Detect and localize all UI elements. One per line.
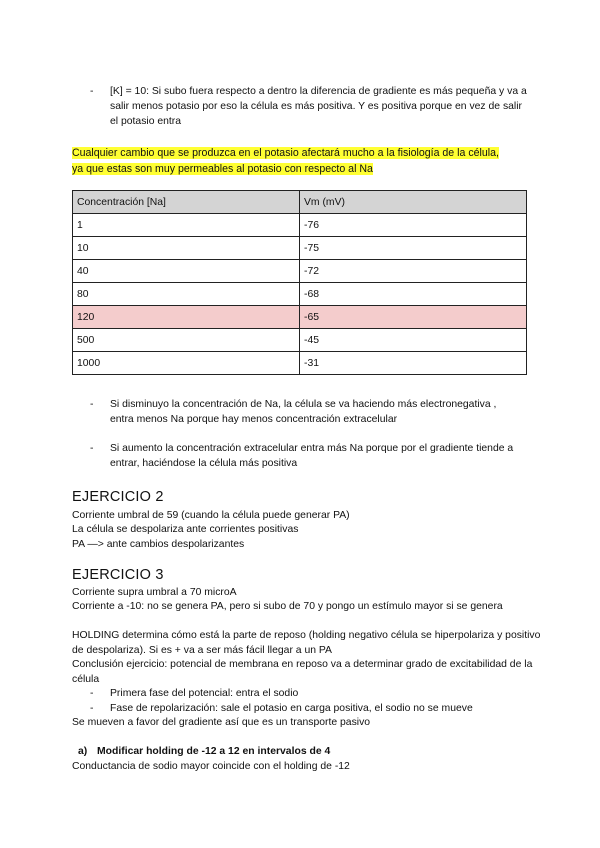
highlight-line-2: ya que estas son muy permeables al potasio con respecto al Na [72, 163, 373, 175]
cell-concentration: 80 [73, 283, 300, 306]
ejercicio2-line: La célula se despolariza ante corrientes positivas [72, 524, 299, 535]
header-concentration: Concentración [Na] [73, 191, 300, 214]
cell-vm: -68 [300, 283, 527, 306]
cell-concentration: 120 [73, 306, 300, 329]
cell-concentration: 10 [73, 237, 300, 260]
table-bullet-1 [90, 397, 520, 427]
cell-concentration: 40 [73, 260, 300, 283]
ejercicio3-line-4: Conclusión ejercicio: potencial de membrana en reposo va a determinar grado de excitabilidad de la célula [72, 659, 533, 685]
table-row [73, 352, 527, 375]
bullet-dash: - [90, 86, 94, 97]
ejercicio2-line: Corriente umbral de 59 (cuando la célula puede generar PA) [72, 510, 350, 521]
table-row [73, 283, 527, 306]
table-bullet-2-text: Si aumento la concentración extracelular entra más Na porque por el gradiente tiende a entrar, haciéndose la célula más positiva [110, 443, 514, 469]
intro-bullet-text: [K] = 10: Si subo fuera respecto a dentro la diferencia de gradiente es más pequeña y va a salir menos potasio por eso la célula es más positiva. Y es positiva porque en vez de salir el potasio entra [110, 86, 527, 127]
ejercicio3-line-2: Corriente a -10: no se genera PA, pero si subo de 70 y pongo un estímulo mayor si se genera [72, 601, 503, 612]
ejercicio3-line-5: Se mueven a favor del gradiente así que es un transporte pasivo [72, 717, 371, 728]
sodium-concentration-table [72, 190, 527, 375]
heading-ejercicio-2: EJERCICIO 2 [72, 489, 164, 505]
table-row [73, 237, 527, 260]
table-bullet-2 [90, 441, 520, 471]
item-a-text: Modificar holding de -12 a 12 en intervalos de 4 [97, 746, 331, 757]
ejercicio3-bullet-2-text: Fase de repolarización: sale el potasio en carga positiva, el sodio no se mueve [110, 703, 473, 714]
bullet-dash: - [90, 399, 94, 410]
ejercicio3-last-line: Conductancia de sodio mayor coincide con el holding de -12 [72, 761, 350, 772]
header-vm: Vm (mV) [300, 191, 527, 214]
cell-vm: -31 [300, 352, 527, 375]
ejercicio3-line-3: HOLDING determina cómo está la parte de reposo (holding negativo célula se hiperpolariza y positivo de despolariza). Si es + va a ser más fácil llegar a un PA [72, 630, 541, 656]
ejercicio3-bullet-1-text: Primera fase del potencial: entra el sodio [110, 688, 299, 699]
bullet-dash: - [90, 703, 94, 714]
cell-vm: -65 [300, 306, 527, 329]
cell-concentration: 1000 [73, 352, 300, 375]
table-bullet-1-text: Si disminuyo la concentración de Na, la célula se va haciendo más electronegativa , entra menos Na porque hay menos concentración extracelular [110, 399, 497, 425]
heading-ejercicio-3: EJERCICIO 3 [72, 567, 164, 583]
cell-vm: -72 [300, 260, 527, 283]
cell-concentration: 500 [73, 329, 300, 352]
bullet-dash: - [90, 688, 94, 699]
table-header-row [73, 191, 527, 214]
table-row [73, 260, 527, 283]
highlighted-paragraph [72, 145, 542, 177]
table-row-highlighted [73, 306, 527, 329]
ejercicio3-item-a [78, 744, 330, 759]
cell-vm: -75 [300, 237, 527, 260]
bullet-dash: - [90, 443, 94, 454]
cell-vm: -45 [300, 329, 527, 352]
ejercicio2-line: PA —> ante cambios despolarizantes [72, 539, 245, 550]
table-row [73, 329, 527, 352]
ejercicio3-bullet-1 [90, 686, 530, 701]
ejercicio3-line-1: Corriente supra umbral a 70 microA [72, 587, 237, 598]
intro-bullet [90, 84, 530, 129]
item-a-label: a) [78, 746, 88, 757]
table-row [73, 214, 527, 237]
cell-concentration: 1 [73, 214, 300, 237]
ejercicio3-bullet-2 [90, 701, 530, 716]
highlight-line-1: Cualquier cambio que se produzca en el potasio afectará mucho a la fisiología de la célula, [72, 147, 499, 159]
cell-vm: -76 [300, 214, 527, 237]
